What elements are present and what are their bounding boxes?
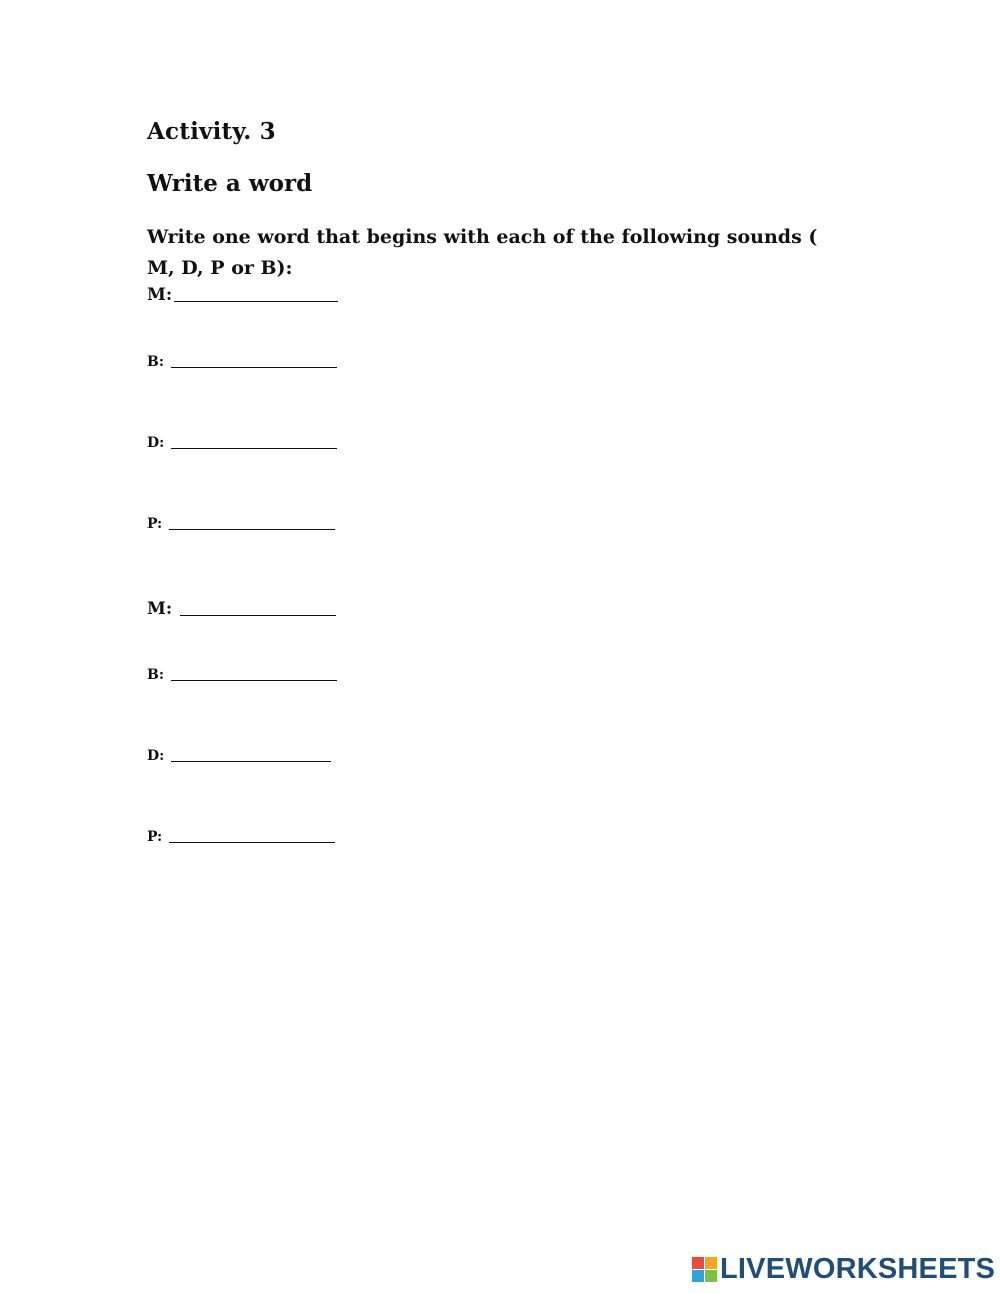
answer-blank[interactable]	[171, 761, 331, 762]
logo-square-green	[705, 1270, 717, 1282]
answer-blank[interactable]	[171, 448, 337, 449]
answer-row	[147, 435, 337, 451]
answer-row	[147, 285, 338, 305]
answer-blank[interactable]	[169, 842, 335, 843]
answer-blank[interactable]	[171, 680, 337, 681]
instructions-text: Write one word that begins with each of the following sounds ( M, D, P or B):	[147, 226, 818, 279]
answer-label: M:	[147, 285, 173, 305]
logo-square-orange	[705, 1257, 717, 1269]
logo-square-red	[692, 1257, 704, 1269]
logo-square-blue	[692, 1270, 704, 1282]
liveworksheets-watermark	[692, 1254, 995, 1284]
answer-row	[147, 354, 337, 370]
answer-row	[147, 516, 335, 532]
answer-blank[interactable]	[169, 529, 335, 530]
answer-blank[interactable]	[180, 615, 336, 616]
answer-row	[147, 748, 331, 764]
answer-blank[interactable]	[174, 301, 338, 302]
answer-label: M:	[147, 599, 179, 619]
answer-blank[interactable]	[171, 367, 337, 368]
answer-row	[147, 829, 335, 845]
liveworksheets-logo-icon	[692, 1257, 717, 1282]
activity-subtitle: Write a word	[147, 170, 313, 197]
answer-label: B:	[147, 667, 169, 683]
answer-label: P:	[147, 829, 168, 845]
answer-label: D:	[147, 435, 170, 451]
watermark-text: LIVEWORKSHEETS	[720, 1253, 996, 1285]
answer-label: D:	[147, 748, 170, 764]
answer-label: P:	[147, 516, 168, 532]
answer-row	[147, 599, 336, 619]
activity-title: Activity. 3	[147, 118, 276, 145]
answer-label: B:	[147, 354, 169, 370]
answer-row	[147, 667, 337, 683]
